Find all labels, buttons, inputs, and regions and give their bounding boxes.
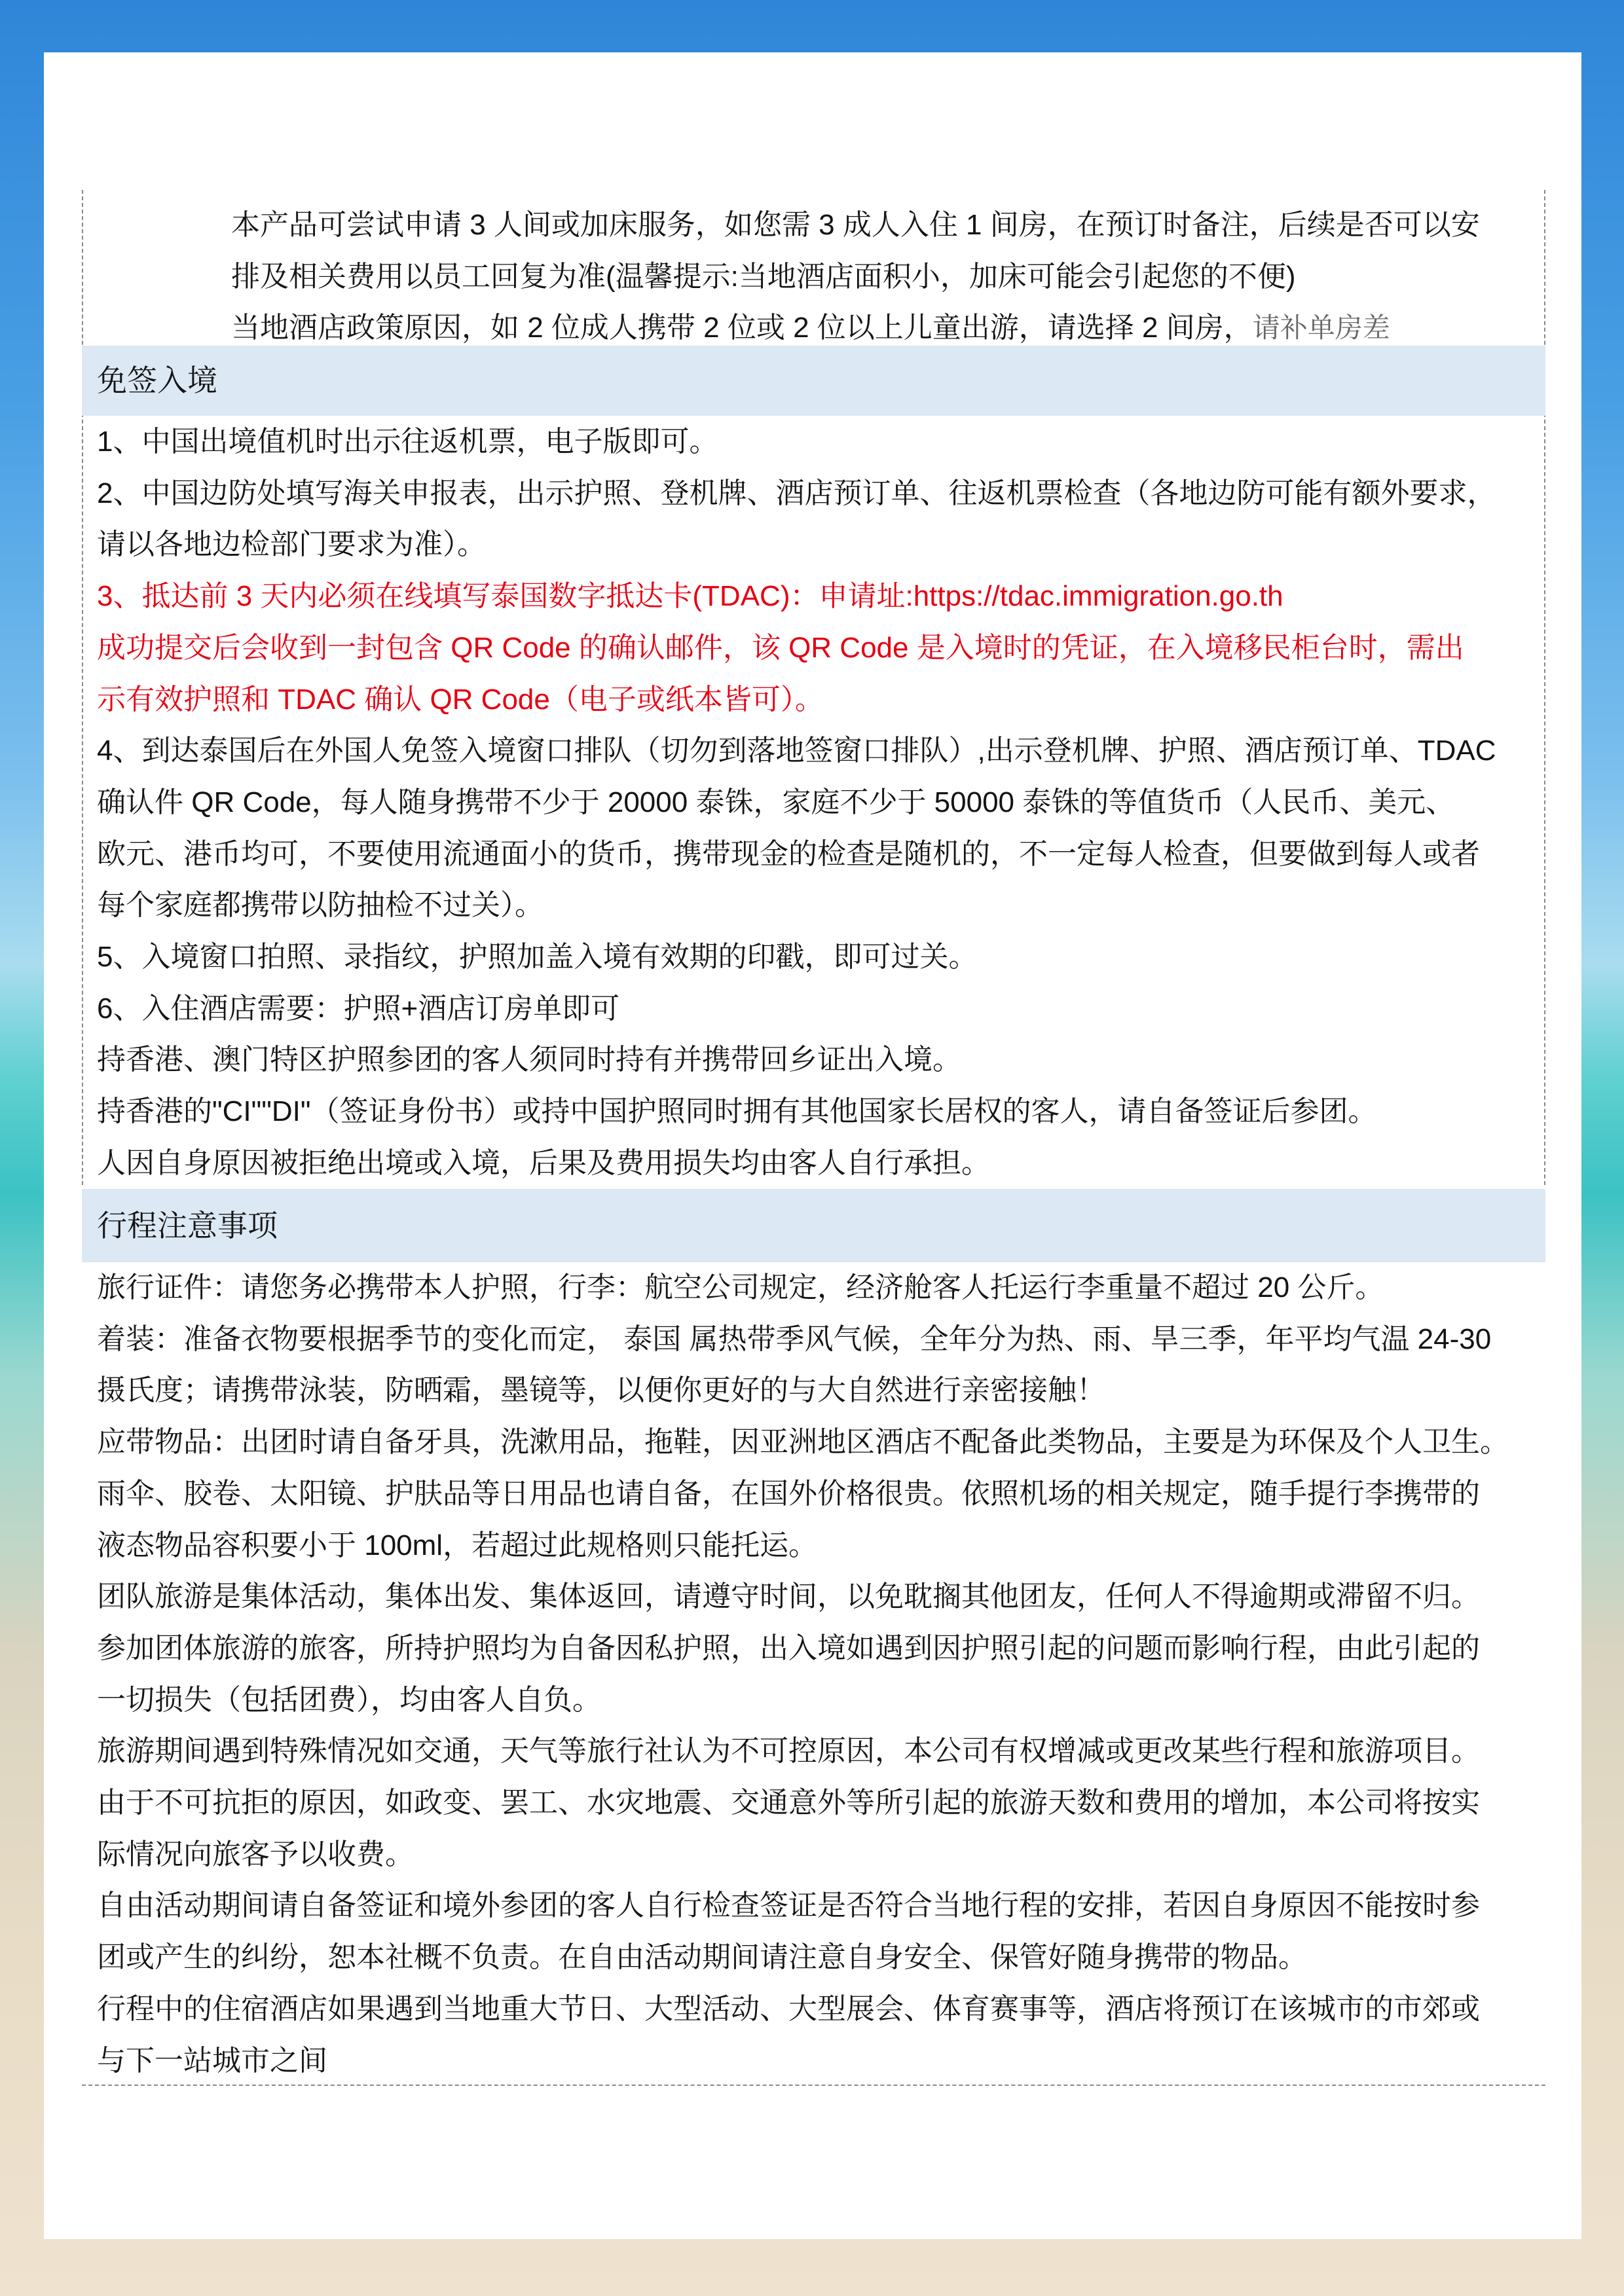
trip-note-line: 摄氏度；请携带泳装，防晒霜，墨镜等，以便你更好的与大自然进行亲密接触！	[97, 1374, 1105, 1407]
trip-note-line: 一切损失（包括团费），均由客人自负。	[97, 1683, 601, 1716]
section-header-visa: 免签入境	[82, 346, 1545, 416]
trip-note-line: 液态物品容积要小于 100ml，若超过此规格则只能托运。	[97, 1529, 818, 1561]
trip-note-line: 着装：准备衣物要根据季节的变化而定， 泰国 属热带季风气候，全年分为热、雨、旱三季，年平均气温 24-30	[97, 1322, 1492, 1355]
visa-note-line: 持香港的"CI""DI"（签证身份书）或持中国护照同时拥有其他国家长居权的客人，请自备签证后参团。	[97, 1095, 1377, 1128]
section-header-trip: 行程注意事项	[82, 1189, 1545, 1262]
room-note-tail: 请补单房差	[1252, 314, 1390, 344]
visa-notes	[97, 416, 1496, 1190]
trip-note-line: 旅行证件：请您务必携带本人护照，行李：航空公司规定，经济舱客人托运行李重量不超过 20 公斤。	[97, 1271, 1384, 1303]
room-notes	[231, 200, 1480, 355]
visa-note-line: 3、抵达前 3 天内必须在线填写泰国数字抵达卡(TDAC)：申请址:https://tdac.immigration.go.th	[97, 580, 1283, 613]
visa-note-line: 持香港、澳门特区护照参团的客人须同时持有并携带回乡证出入境。	[97, 1044, 961, 1076]
visa-note-line: 示有效护照和 TDAC 确认 QR Code（电子或纸本皆可）。	[97, 683, 824, 716]
visa-note-line: 6、入住酒店需要：护照+酒店订房单即可	[97, 992, 620, 1025]
visa-note-line: 5、入境窗口拍照、录指纹，护照加盖入境有效期的印戳，即可过关。	[97, 941, 978, 974]
trip-note-line: 行程中的住宿酒店如果遇到当地重大节日、大型活动、大型展会、体育赛事等，酒店将预订在该城市的市郊或	[97, 1992, 1480, 2025]
room-note-line: 排及相关费用以员工回复为准(温馨提示:当地酒店面积小，加床可能会引起您的不便)	[231, 260, 1296, 293]
trip-note-line: 旅游期间遇到特殊情况如交通，天气等旅行社认为不可控原因，本公司有权增减或更改某些行程和旅游项目。	[97, 1735, 1480, 1768]
trip-note-line: 应带物品：出团时请自备牙具，洗漱用品，拖鞋，因亚洲地区酒店不配备此类物品，主要是为环保及个人卫生。	[97, 1426, 1509, 1459]
bottom-divider	[82, 2085, 1545, 2086]
visa-note-line: 请以各地边检部门要求为准）。	[97, 528, 486, 561]
trip-note-line: 际情况向旅客予以收费。	[97, 1838, 414, 1870]
visa-note-line: 1、中国出境值机时出示往返机票，电子版即可。	[97, 426, 718, 458]
trip-note-line: 团或产生的纠纷，恕本社概不负责。在自由活动期间请注意自身安全、保管好随身携带的物品。	[97, 1941, 1307, 1974]
visa-note-line: 确认件 QR Code，每人随身携带不少于 20000 泰铢，家庭不少于 50000 泰铢的等值货币（人民币、美元、	[97, 786, 1455, 818]
section-border-right	[1544, 190, 1545, 1185]
visa-note-line: 4、到达泰国后在外国人免签入境窗口排队（切勿到落地签窗口排队）,出示登机牌、护照、酒店预订单、TDAC	[97, 735, 1496, 767]
visa-note-line: 2、中国边防处填写海关申报表，出示护照、登机牌、酒店预订单、往返机票检查（各地边防可能有额外要求，	[97, 477, 1496, 509]
room-note-line: 本产品可尝试申请 3 人间或加床服务，如您需 3 成人入住 1 间房，在预订时备注，后续是否可以安	[231, 209, 1480, 241]
trip-note-line: 自由活动期间请自备签证和境外参团的客人自行检查签证是否符合当地行程的安排，若因自身原因不能按时参	[97, 1889, 1480, 1922]
trip-note-line: 与下一站城市之间	[97, 2044, 327, 2077]
trip-notes	[97, 1262, 1509, 2086]
visa-note-line: 欧元、港币均可，不要使用流通面小的货币，携带现金的检查是随机的，不一定每人检查，但要做到每人或者	[97, 837, 1480, 870]
visa-note-line: 人因自身原因被拒绝出境或入境，后果及费用损失均由客人自行承担。	[97, 1146, 990, 1179]
trip-note-line: 参加团体旅游的旅客，所持护照均为自备因私护照，出入境如遇到因护照引起的问题而影响行程，由此引起的	[97, 1631, 1480, 1664]
section-border-left	[82, 190, 83, 1185]
trip-note-line: 团队旅游是集体活动，集体出发、集体返回，请遵守时间，以免耽搁其他团友，任何人不得逾期或滞留不归。	[97, 1580, 1480, 1613]
visa-note-line: 每个家庭都携带以防抽检不过关）。	[97, 889, 544, 922]
trip-note-line: 由于不可抗拒的原因，如政变、罢工、水灾地震、交通意外等所引起的旅游天数和费用的增加，本公司将按实	[97, 1787, 1480, 1819]
room-note-text: 当地酒店政策原因，如 2 位成人携带 2 位或 2 位以上儿童出游，请选择 2 间房，	[231, 312, 1253, 344]
trip-note-line: 雨伞、胶卷、太阳镜、护肤品等日用品也请自备，在国外价格很贵。依照机场的相关规定，随手提行李携带的	[97, 1477, 1480, 1510]
visa-note-line: 成功提交后会收到一封包含 QR Code 的确认邮件，该 QR Code 是入境时的凭证，在入境移民柜台时，需出	[97, 631, 1464, 664]
